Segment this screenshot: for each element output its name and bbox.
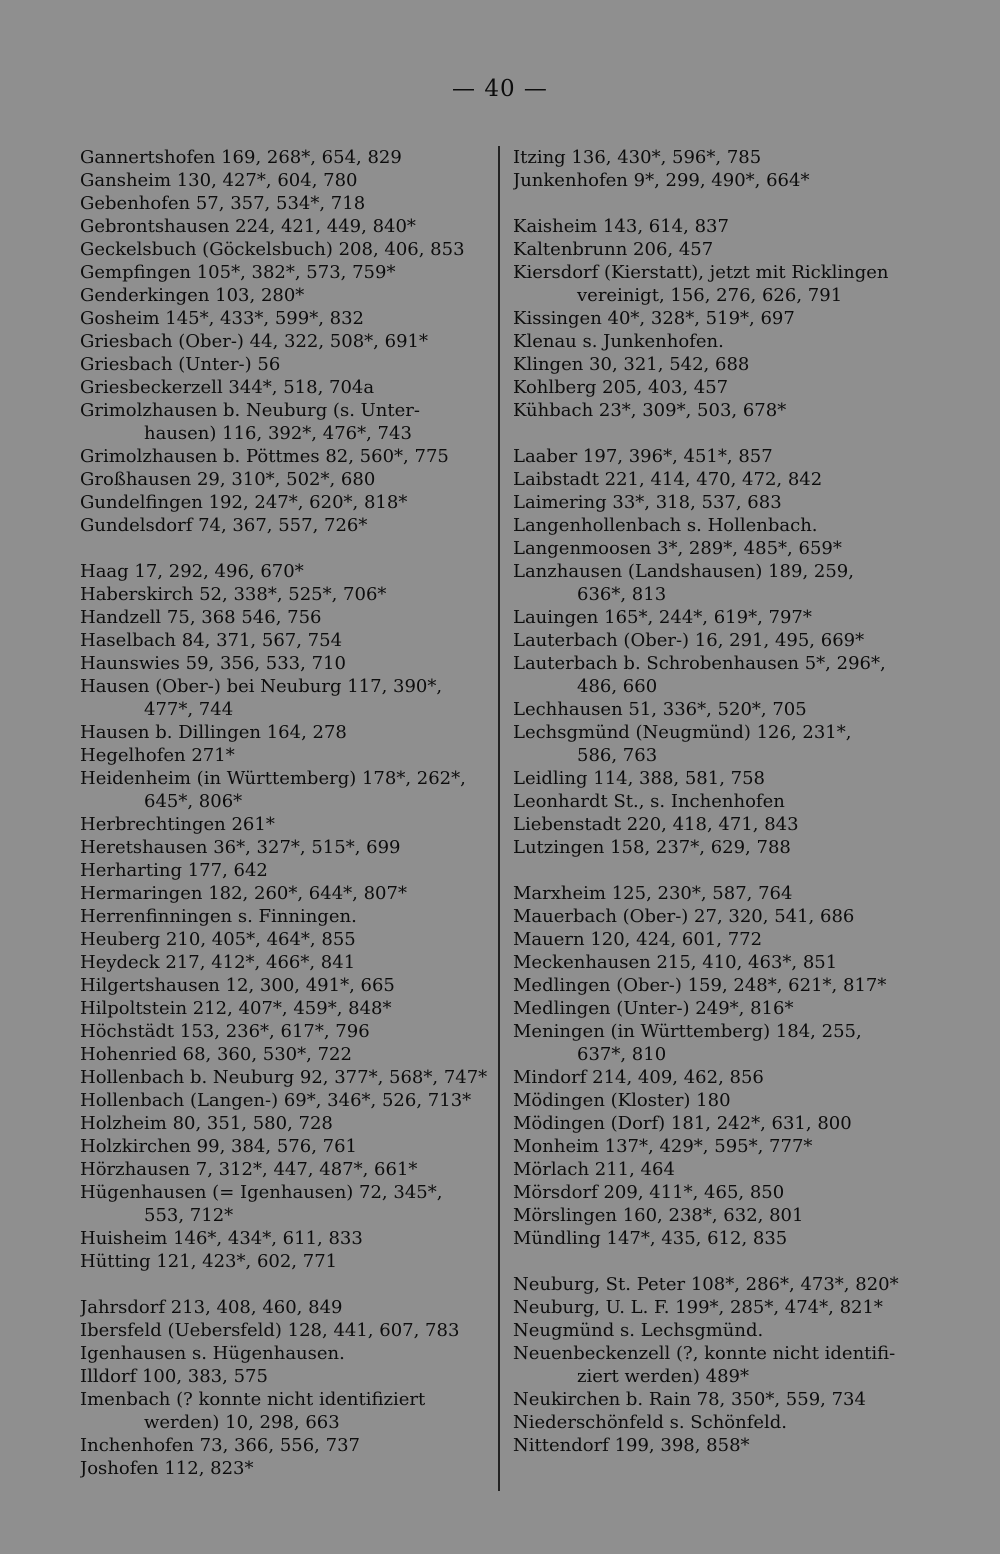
- index-entry: [513, 376, 923, 399]
- entry-line: Gansheim 130, 427*, 604, 780: [80, 170, 358, 191]
- entry-line: Gosheim 145*, 433*, 599*, 832: [80, 308, 365, 329]
- entry-line: Mörslingen 160, 238*, 632, 801: [513, 1205, 804, 1226]
- index-entry: [513, 1411, 923, 1434]
- entry-line: Großhausen 29, 310*, 502*, 680: [80, 469, 376, 490]
- index-entry: [513, 928, 923, 951]
- entry-line: Meningen (in Württemberg) 184, 255,: [513, 1021, 862, 1042]
- index-entry: [513, 1158, 923, 1181]
- entry-line: Lutzingen 158, 237*, 629, 788: [513, 837, 791, 858]
- index-entry: [513, 1112, 923, 1135]
- entry-line: Heydeck 217, 412*, 466*, 841: [80, 952, 356, 973]
- index-entry: [513, 491, 923, 514]
- index-entry: [80, 1250, 488, 1273]
- index-entry: [80, 399, 488, 445]
- entry-line: Lechsgmünd (Neugmünd) 126, 231*,: [513, 722, 852, 743]
- entry-line: Grimolzhausen b. Neuburg (s. Unter-: [80, 400, 420, 421]
- index-entry: [80, 882, 488, 905]
- entry-line: Grimolzhausen b. Pöttmes 82, 560*, 775: [80, 446, 449, 467]
- entry-line: Hügenhausen (= Igenhausen) 72, 345*,: [80, 1182, 443, 1203]
- index-entry: [80, 836, 488, 859]
- entry-line: Hörzhausen 7, 312*, 447, 487*, 661*: [80, 1159, 418, 1180]
- index-entry: [80, 1135, 488, 1158]
- index-entry: [80, 445, 488, 468]
- index-entry: [513, 836, 923, 859]
- group-spacer: [513, 422, 923, 445]
- index-entry: [80, 606, 488, 629]
- index-entry: [80, 1434, 488, 1457]
- index-entry: [513, 445, 923, 468]
- entry-line: Klingen 30, 321, 542, 688: [513, 354, 750, 375]
- entry-line: Kaisheim 143, 614, 837: [513, 216, 729, 237]
- index-entry: [80, 560, 488, 583]
- entry-line: Neukirchen b. Rain 78, 350*, 559, 734: [513, 1389, 866, 1410]
- index-entry: [80, 491, 488, 514]
- entry-line: Kaltenbrunn 206, 457: [513, 239, 714, 260]
- entry-line: Hütting 121, 423*, 602, 771: [80, 1251, 338, 1272]
- index-entry: [513, 560, 923, 606]
- index-entry: [80, 1043, 488, 1066]
- entry-line: Griesbach (Ober-) 44, 322, 508*, 691*: [80, 331, 428, 352]
- entry-line: Itzing 136, 430*, 596*, 785: [513, 147, 762, 168]
- index-entry: [80, 1112, 488, 1135]
- entry-line: Griesbeckerzell 344*, 518, 704a: [80, 377, 375, 398]
- index-entry: [513, 307, 923, 330]
- group-spacer: [513, 192, 923, 215]
- entry-line: Handzell 75, 368 546, 756: [80, 607, 322, 628]
- index-entry: [513, 238, 923, 261]
- entry-line: Hollenbach (Langen-) 69*, 346*, 526, 713*: [80, 1090, 472, 1111]
- entry-line: Lauterbach (Ober-) 16, 291, 495, 669*: [513, 630, 865, 651]
- index-entry: [80, 859, 488, 882]
- entry-continuation: 553, 712*: [144, 1205, 234, 1226]
- index-entry: [513, 1020, 923, 1066]
- index-entry: [80, 905, 488, 928]
- entry-line: Medlingen (Unter-) 249*, 816*: [513, 998, 794, 1019]
- index-entry: [80, 813, 488, 836]
- group-spacer: [513, 859, 923, 882]
- entry-line: Gempfingen 105*, 382*, 573, 759*: [80, 262, 396, 283]
- entry-line: Langenhollenbach s. Hollenbach.: [513, 515, 818, 536]
- index-entry: [80, 1089, 488, 1112]
- index-entry: [80, 307, 488, 330]
- index-entry: [513, 974, 923, 997]
- right-column: [513, 146, 923, 1457]
- entry-continuation: 636*, 813: [577, 584, 667, 605]
- entry-line: Haag 17, 292, 496, 670*: [80, 561, 304, 582]
- entry-line: Mündling 147*, 435, 612, 835: [513, 1228, 788, 1249]
- entry-continuation: vereinigt, 156, 276, 626, 791: [577, 285, 843, 306]
- entry-line: Laimering 33*, 318, 537, 683: [513, 492, 782, 513]
- entry-line: Gebenhofen 57, 357, 534*, 718: [80, 193, 366, 214]
- entry-line: Geckelsbuch (Göckelsbuch) 208, 406, 853: [80, 239, 465, 260]
- column-divider: [498, 146, 500, 1491]
- index-entry: [513, 537, 923, 560]
- entry-line: Niederschönfeld s. Schönfeld.: [513, 1412, 788, 1433]
- entry-line: Herharting 177, 642: [80, 860, 268, 881]
- index-entry: [513, 399, 923, 422]
- entry-line: Imenbach (? konnte nicht identifiziert: [80, 1389, 426, 1410]
- index-entry: [513, 652, 923, 698]
- group-spacer: [80, 537, 488, 560]
- entry-line: Leonhardt St., s. Inchenhofen: [513, 791, 785, 812]
- entry-line: Lauterbach b. Schrobenhausen 5*, 296*,: [513, 653, 886, 674]
- index-entry: [80, 261, 488, 284]
- index-entry: [80, 583, 488, 606]
- entry-line: Gebrontshausen 224, 421, 449, 840*: [80, 216, 416, 237]
- entry-continuation: 637*, 810: [577, 1044, 667, 1065]
- entry-line: Medlingen (Ober-) 159, 248*, 621*, 817*: [513, 975, 887, 996]
- entry-line: Igenhausen s. Hügenhausen.: [80, 1343, 345, 1364]
- entry-line: Gundelsdorf 74, 367, 557, 726*: [80, 515, 368, 536]
- entry-line: Mödingen (Dorf) 181, 242*, 631, 800: [513, 1113, 852, 1134]
- entry-line: Illdorf 100, 383, 575: [80, 1366, 268, 1387]
- index-entry: [80, 997, 488, 1020]
- entry-line: Mödingen (Kloster) 180: [513, 1090, 731, 1111]
- index-entry: [80, 238, 488, 261]
- index-entry: [513, 1319, 923, 1342]
- index-entry: [80, 1319, 488, 1342]
- entry-line: Herrenfinningen s. Finningen.: [80, 906, 357, 927]
- index-entry: [80, 675, 488, 721]
- index-entry: [513, 1342, 923, 1388]
- entry-line: Neuburg, St. Peter 108*, 286*, 473*, 820*: [513, 1274, 899, 1295]
- entry-line: Hausen b. Dillingen 164, 278: [80, 722, 347, 743]
- index-entry: [80, 652, 488, 675]
- left-column: [80, 146, 488, 1480]
- entry-line: Haberskirch 52, 338*, 525*, 706*: [80, 584, 387, 605]
- entry-line: Gundelfingen 192, 247*, 620*, 818*: [80, 492, 408, 513]
- index-entry: [80, 1388, 488, 1434]
- entry-line: Junkenhofen 9*, 299, 490*, 664*: [513, 170, 810, 191]
- entry-continuation: ziert werden) 489*: [577, 1366, 749, 1387]
- index-entry: [80, 468, 488, 491]
- index-entry: [80, 744, 488, 767]
- index-entry: [80, 1342, 488, 1365]
- entry-line: Meckenhausen 215, 410, 463*, 851: [513, 952, 838, 973]
- entry-line: Genderkingen 103, 280*: [80, 285, 305, 306]
- entry-line: Langenmoosen 3*, 289*, 485*, 659*: [513, 538, 842, 559]
- index-entry: [513, 813, 923, 836]
- entry-line: Hohenried 68, 360, 530*, 722: [80, 1044, 352, 1065]
- index-entry: [80, 146, 488, 169]
- index-entry: [80, 1158, 488, 1181]
- index-entry: [80, 629, 488, 652]
- entry-line: Haunswies 59, 356, 533, 710: [80, 653, 346, 674]
- index-entry: [80, 928, 488, 951]
- index-entry: [513, 1296, 923, 1319]
- index-entry: [80, 1227, 488, 1250]
- index-entry: [513, 882, 923, 905]
- entry-line: Griesbach (Unter-) 56: [80, 354, 281, 375]
- entry-continuation: werden) 10, 298, 663: [144, 1412, 340, 1433]
- entry-line: Heretshausen 36*, 327*, 515*, 699: [80, 837, 401, 858]
- index-entry: [80, 353, 488, 376]
- index-entry: [80, 376, 488, 399]
- index-entry: [513, 698, 923, 721]
- index-entry: [513, 951, 923, 974]
- entry-line: Klenau s. Junkenhofen.: [513, 331, 724, 352]
- index-entry: [513, 169, 923, 192]
- entry-line: Hilpoltstein 212, 407*, 459*, 848*: [80, 998, 392, 1019]
- index-entry: [513, 1388, 923, 1411]
- entry-line: Mörlach 211, 464: [513, 1159, 675, 1180]
- index-entry: [80, 1066, 488, 1089]
- entry-line: Nittendorf 199, 398, 858*: [513, 1435, 750, 1456]
- entry-line: Haselbach 84, 371, 567, 754: [80, 630, 343, 651]
- entry-continuation: 477*, 744: [144, 699, 234, 720]
- entry-line: Hausen (Ober-) bei Neuburg 117, 390*,: [80, 676, 443, 697]
- index-entry: [513, 1089, 923, 1112]
- index-entry: [80, 1296, 488, 1319]
- index-entry: [513, 790, 923, 813]
- entry-line: Monheim 137*, 429*, 595*, 777*: [513, 1136, 813, 1157]
- index-entry: [513, 468, 923, 491]
- index-entry: [513, 606, 923, 629]
- index-entry: [513, 1181, 923, 1204]
- entry-line: Neuburg, U. L. F. 199*, 285*, 474*, 821*: [513, 1297, 883, 1318]
- entry-line: Holzkirchen 99, 384, 576, 761: [80, 1136, 357, 1157]
- entry-line: Kühbach 23*, 309*, 503, 678*: [513, 400, 787, 421]
- index-entry: [513, 353, 923, 376]
- group-spacer: [513, 1250, 923, 1273]
- index-entry: [80, 284, 488, 307]
- entry-line: Höchstädt 153, 236*, 617*, 796: [80, 1021, 370, 1042]
- entry-line: Kiersdorf (Kierstatt), jetzt mit Ricklingen: [513, 262, 889, 283]
- index-entry: [80, 721, 488, 744]
- entry-line: Herbrechtingen 261*: [80, 814, 275, 835]
- index-entry: [513, 1066, 923, 1089]
- group-spacer: [80, 1273, 488, 1296]
- entry-line: Ibersfeld (Uebersfeld) 128, 441, 607, 783: [80, 1320, 460, 1341]
- entry-line: Neugmünd s. Lechsgmünd.: [513, 1320, 764, 1341]
- entry-line: Jahrsdorf 213, 408, 460, 849: [80, 1297, 343, 1318]
- page-number: — 40 —: [452, 76, 548, 102]
- entry-continuation: 645*, 806*: [144, 791, 243, 812]
- index-entry: [80, 974, 488, 997]
- entry-line: Mörsdorf 209, 411*, 465, 850: [513, 1182, 785, 1203]
- index-entry: [513, 514, 923, 537]
- entry-line: Huisheim 146*, 434*, 611, 833: [80, 1228, 363, 1249]
- index-entry: [80, 1020, 488, 1043]
- index-entry: [80, 215, 488, 238]
- entry-line: Kohlberg 205, 403, 457: [513, 377, 729, 398]
- entry-line: Lauingen 165*, 244*, 619*, 797*: [513, 607, 812, 628]
- entry-line: Hilgertshausen 12, 300, 491*, 665: [80, 975, 395, 996]
- index-entry: [80, 951, 488, 974]
- index-entry: [513, 629, 923, 652]
- entry-line: Joshofen 112, 823*: [80, 1458, 254, 1479]
- entry-line: Heuberg 210, 405*, 464*, 855: [80, 929, 356, 950]
- entry-continuation: 586, 763: [577, 745, 658, 766]
- index-entry: [80, 330, 488, 353]
- index-entry: [80, 514, 488, 537]
- entry-line: Lechhausen 51, 336*, 520*, 705: [513, 699, 807, 720]
- index-entry: [513, 997, 923, 1020]
- index-entry: [80, 192, 488, 215]
- index-entry: [513, 1273, 923, 1296]
- index-entry: [80, 1365, 488, 1388]
- index-entry: [80, 1457, 488, 1480]
- index-entry: [513, 767, 923, 790]
- entry-line: Mindorf 214, 409, 462, 856: [513, 1067, 764, 1088]
- entry-line: Kissingen 40*, 328*, 519*, 697: [513, 308, 795, 329]
- index-entry: [513, 721, 923, 767]
- entry-line: Hermaringen 182, 260*, 644*, 807*: [80, 883, 407, 904]
- index-entry: [513, 261, 923, 307]
- index-entry: [513, 1135, 923, 1158]
- entry-line: Laaber 197, 396*, 451*, 857: [513, 446, 773, 467]
- index-entry: [513, 1434, 923, 1457]
- entry-line: Mauern 120, 424, 601, 772: [513, 929, 763, 950]
- entry-line: Inchenhofen 73, 366, 556, 737: [80, 1435, 360, 1456]
- entry-continuation: 486, 660: [577, 676, 658, 697]
- index-entry: [513, 215, 923, 238]
- entry-line: Hegelhofen 271*: [80, 745, 235, 766]
- entry-continuation: hausen) 116, 392*, 476*, 743: [144, 423, 412, 444]
- entry-line: Gannertshofen 169, 268*, 654, 829: [80, 147, 402, 168]
- index-entry: [80, 1181, 488, 1227]
- entry-line: Leidling 114, 388, 581, 758: [513, 768, 765, 789]
- index-entry: [80, 169, 488, 192]
- index-entry: [513, 1227, 923, 1250]
- index-entry: [513, 146, 923, 169]
- entry-line: Heidenheim (in Württemberg) 178*, 262*,: [80, 768, 466, 789]
- entry-line: Lanzhausen (Landshausen) 189, 259,: [513, 561, 854, 582]
- entry-line: Neuenbeckenzell (?, konnte nicht identifi-: [513, 1343, 896, 1364]
- entry-line: Liebenstadt 220, 418, 471, 843: [513, 814, 799, 835]
- entry-line: Mauerbach (Ober-) 27, 320, 541, 686: [513, 906, 855, 927]
- entry-line: Laibstadt 221, 414, 470, 472, 842: [513, 469, 823, 490]
- entry-line: Marxheim 125, 230*, 587, 764: [513, 883, 793, 904]
- index-entry: [80, 767, 488, 813]
- entry-line: Holzheim 80, 351, 580, 728: [80, 1113, 333, 1134]
- index-entry: [513, 1204, 923, 1227]
- index-entry: [513, 905, 923, 928]
- index-entry: [513, 330, 923, 353]
- entry-line: Hollenbach b. Neuburg 92, 377*, 568*, 747*: [80, 1067, 488, 1088]
